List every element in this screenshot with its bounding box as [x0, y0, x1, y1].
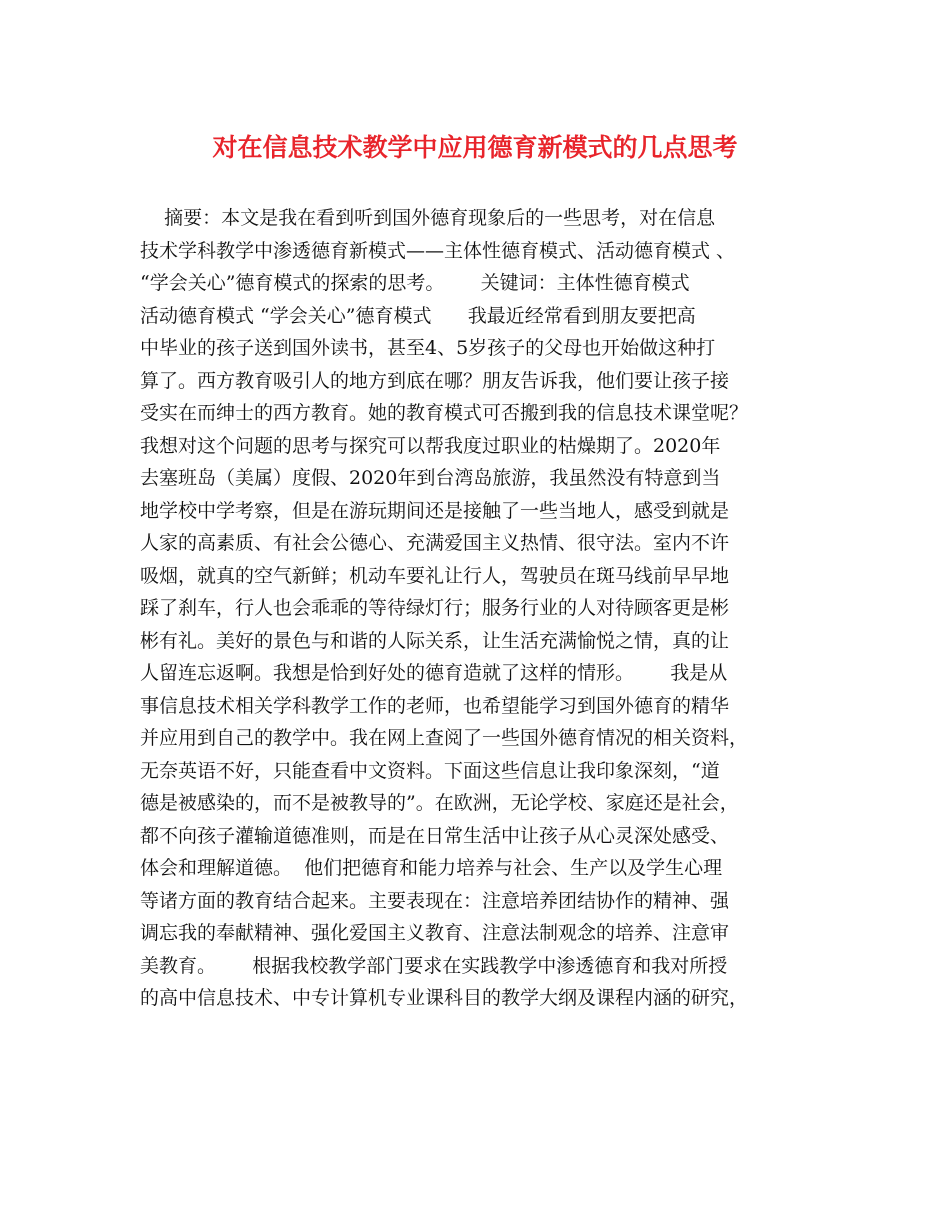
document-body	[140, 202, 820, 1015]
text-line: 踩了刹车，行人也会乖乖的等待绿灯行；服务行业的人对待顾客更是彬	[140, 597, 730, 619]
text-line: 无奈英语不好，只能查看中文资料。下面这些信息让我印象深刻，“道	[140, 759, 720, 782]
text-line: 等诸方面的教育结合起来。主要表现在：注意培养团结协作的精神、强	[140, 889, 730, 912]
text-line: 都不向孩子灌输道德准则，而是在日常生活中让孩子从心灵深处感受、	[140, 824, 730, 847]
text-line: 美教育。 根据我校教学部门要求在实践教学中渗透德育和我对所授	[140, 954, 728, 977]
text-line: 中毕业的孩子送到国外读书，甚至4、5岁孩子的父母也开始做这种打	[140, 337, 716, 359]
text-line: 活动德育模式 “学会关心”德育模式 我最近经常看到朋友要把高	[140, 304, 696, 327]
text-line: 并应用到自己的教学中。我在网上查阅了一些国外德育情况的相关资料，	[140, 727, 749, 749]
text-line: 德是被感染的，而不是被教导的”。在欧洲，无论学校、家庭还是社会，	[140, 792, 739, 814]
text-line: 地学校中学考察，但是在游玩期间还是接触了一些当地人，感受到就是	[140, 499, 730, 522]
text-line: 的高中信息技术、中专计算机专业课科目的教学大纲及课程内涵的研究，	[140, 987, 749, 1009]
text-line: 算了。西方教育吸引人的地方到底在哪？朋友告诉我，他们要让孩子接	[140, 369, 730, 392]
text-line: 去塞班岛（美属）度假、2020年到台湾岛旅游，我虽然没有特意到当	[140, 467, 721, 489]
document-title: 对在信息技术教学中应用德育新模式的几点思考	[212, 133, 738, 162]
text-line: “学会关心”德育模式的探索的思考。 关键词：主体性德育模式	[140, 272, 690, 294]
text-line: 受实在而绅士的西方教育。她的教育模式可否搬到我的信息技术课堂呢？	[140, 402, 749, 424]
text-line: 技术学科教学中渗透德育新模式——主体性德育模式、活动德育模式 、	[140, 239, 736, 262]
text-line: 人留连忘返啊。我想是恰到好处的德育造就了这样的情形。 我是从	[140, 662, 728, 684]
text-line: 我想对这个问题的思考与探究可以帮我度过职业的枯燥期了。2020年	[140, 434, 721, 457]
text-line: 吸烟，就真的空气新鲜；机动车要礼让行人，驾驶员在斑马线前早早地	[140, 564, 730, 587]
text-line: 人家的高素质、有社会公德心、充满爱国主义热情、很守法。室内不许	[140, 532, 730, 554]
text-line: 体会和理解道德。 他们把德育和能力培养与社会、生产以及学生心理	[140, 857, 723, 879]
text-line: 事信息技术相关学科教学工作的老师，也希望能学习到国外德育的精华	[140, 694, 730, 717]
text-line: 调忘我的奉献精神、强化爱国主义教育、注意法制观念的培养、注意审	[140, 922, 730, 944]
text-line: 彬有礼。美好的景色与和谐的人际关系，让生活充满愉悦之情，真的让	[140, 629, 730, 652]
text-line: 摘要：本文是我在看到听到国外德育现象后的一些思考，对在信息	[140, 207, 716, 229]
